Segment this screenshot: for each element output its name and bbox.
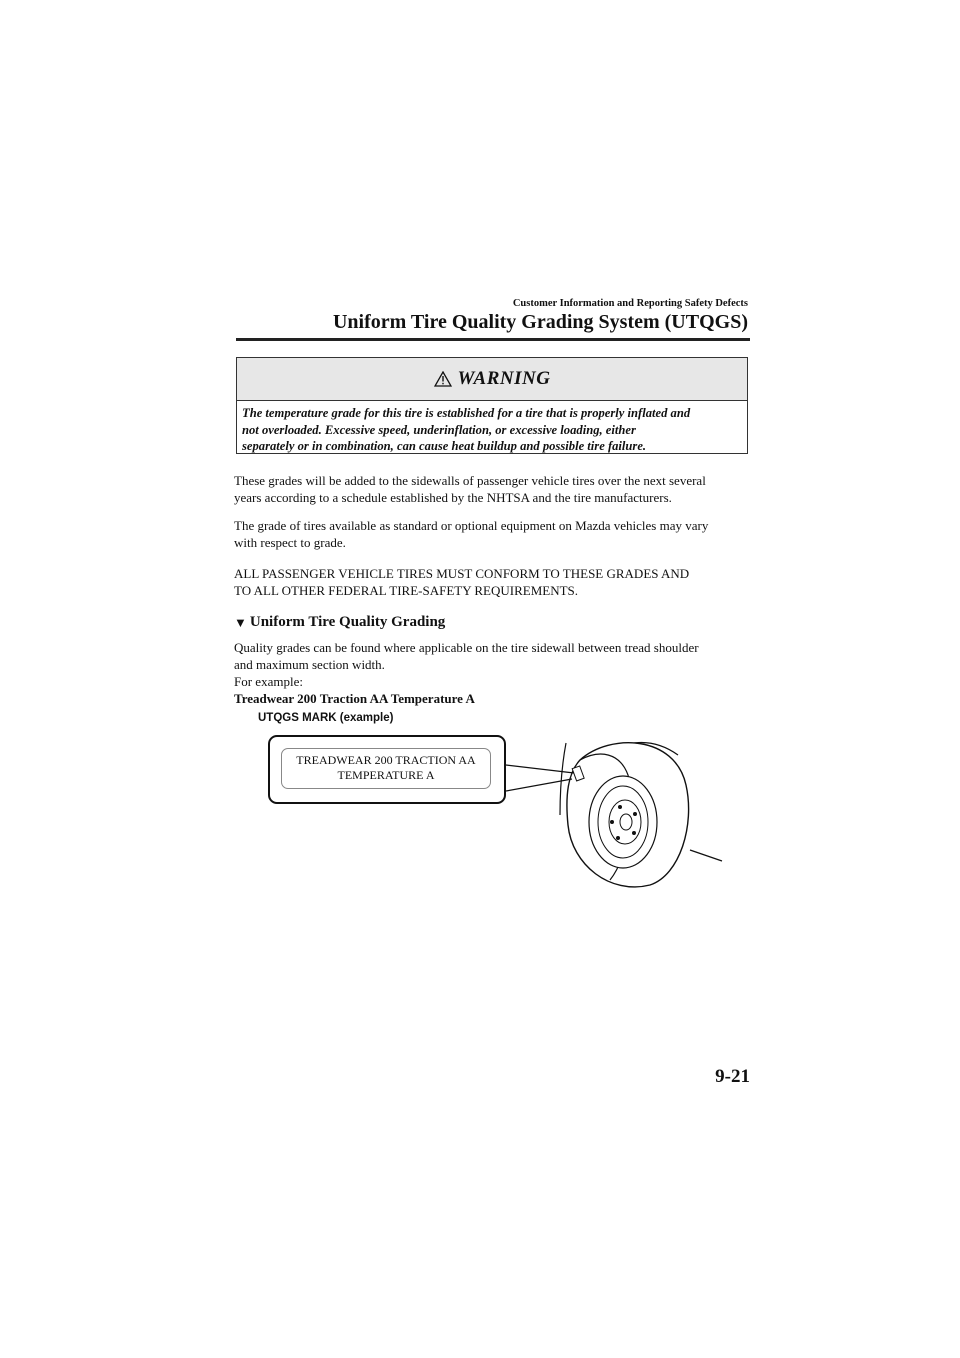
warning-text bbox=[237, 401, 747, 455]
warning-line: The temperature grade for this tire is established for a tire that is properly inflated and bbox=[242, 406, 691, 420]
paragraph-grades-schedule: These grades will be added to the sidewalls of passenger vehicle tires over the next several years according to a schedule established by the NHTSA and the tire manufacturers. bbox=[234, 473, 706, 505]
tire-illustration bbox=[500, 715, 740, 895]
warning-line: not overloaded. Excessive speed, underinflation, or excessive loading, either bbox=[242, 422, 636, 437]
paragraph-quality-grades: Quality grades can be found where applicable on the tire sidewall between tread shoulder and maximum section width. For example: Treadwear 200 Traction AA Temperature A bbox=[234, 639, 754, 707]
warning-title: WARNING bbox=[457, 368, 551, 389]
page-number: 9-21 bbox=[715, 1066, 750, 1087]
warning-header bbox=[237, 358, 747, 401]
page-title: Uniform Tire Quality Grading System (UTQGS) bbox=[332, 311, 748, 333]
paragraph-conformance: ALL PASSENGER VEHICLE TIRES MUST CONFORM TO THESE GRADES AND TO ALL OTHER FEDERAL TIRE-SAFETY REQUIREMENTS. bbox=[234, 566, 690, 598]
warning-triangle-icon bbox=[434, 371, 452, 387]
paragraph-grade-availability: The grade of tires available as standard or optional equipment on Mazda vehicles may vary with respect to grade. bbox=[234, 518, 709, 550]
example-grade: Treadwear 200 Traction AA Temperature A bbox=[234, 691, 475, 706]
utqgs-mark-callout: TREADWEAR 200 TRACTION AA TEMPERATURE A bbox=[281, 748, 491, 789]
warning-line: separately or in combination, can cause heat buildup and possible tire failure. bbox=[242, 439, 647, 453]
triangle-bullet-icon: ▼ bbox=[234, 614, 247, 630]
subsection-heading bbox=[234, 614, 445, 631]
figure-label: UTQGS MARK (example) bbox=[258, 712, 394, 724]
warning-box bbox=[236, 357, 748, 454]
title-rule bbox=[236, 338, 750, 341]
subsection-title: Uniform Tire Quality Grading bbox=[249, 614, 446, 630]
section-label: Customer Information and Reporting Safety Defects bbox=[512, 298, 748, 309]
